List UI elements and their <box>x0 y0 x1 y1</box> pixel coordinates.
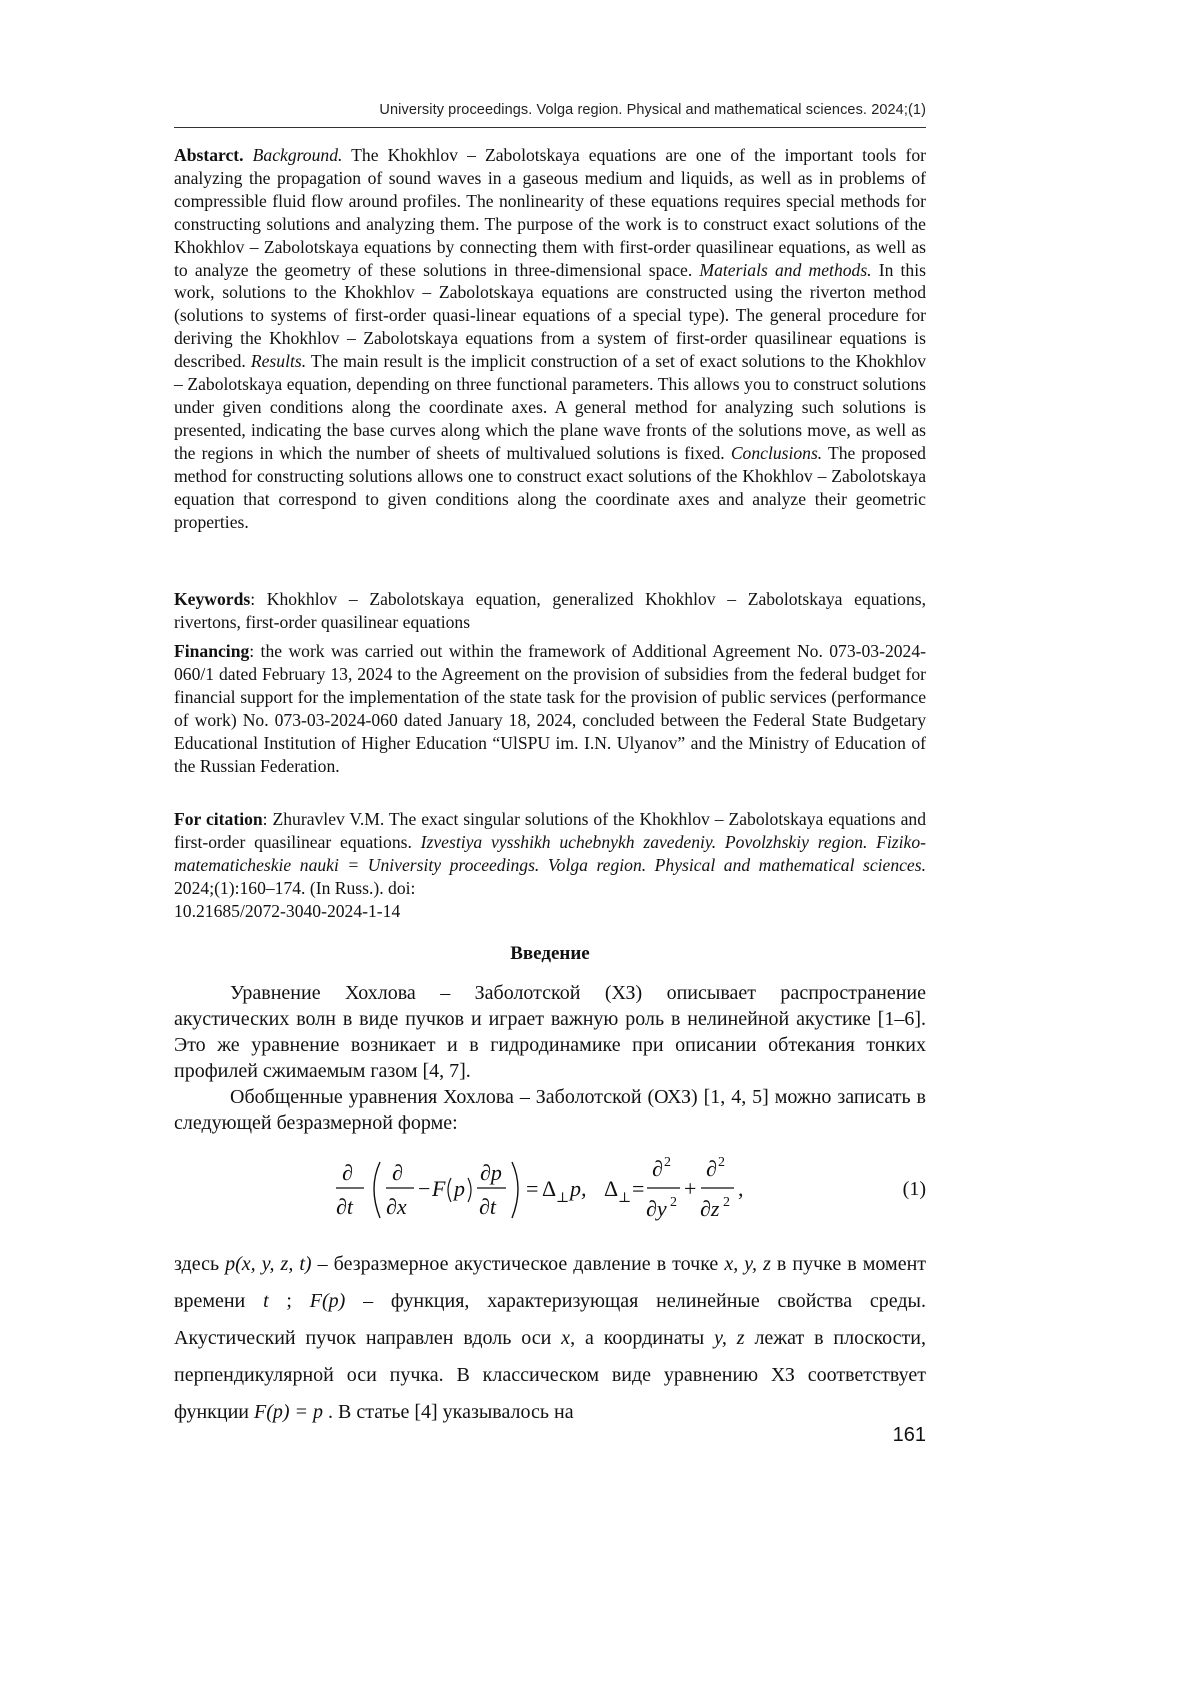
eq-delta: Δ <box>542 1176 557 1201</box>
math-t: t <box>263 1290 269 1312</box>
abstract <box>174 144 926 533</box>
intro-text-2: Обобщенные уравнения Хохлова – Заболотской (ОХЗ) [1, 4, 5] можно записать в следующей безразмерной форме: <box>174 1086 926 1134</box>
eq-d2-top: ∂ <box>652 1156 663 1181</box>
after-t8: . В статье [4] указывалось на <box>323 1401 574 1423</box>
financing <box>174 640 926 777</box>
citation-text: : Zhuravlev V.M. The exact singular solutions of the Khokhlov – Zabolotskaya equations and first-order quasilinear equations. <box>174 809 927 852</box>
citation <box>174 808 926 923</box>
equation-1 <box>174 1148 926 1238</box>
math-Fp-eq-p: F(p) = p <box>254 1401 324 1423</box>
eq-dz: ∂z <box>700 1196 720 1221</box>
results-text: The main result is the implicit construction of a set of exact solutions to the Khokhlov – Zabolotskaya equation, depending on three functional parameters. This allows you to construct solutions under given conditions along the coordinate axes. A general method for analyzing such solutions is presented, indicating the base curves along which the plane wave fronts of the solutions move, as well as the regions in which the number of sheets of multivalued solutions is fixed. <box>174 351 926 463</box>
conclusions-text: The proposed method for constructing solutions allows one to construct exact solutions of the Khokhlov – Zabolotskaya equation that correspond to given conditions along the coordinate axes and analyze their geometric properties. <box>174 442 926 532</box>
eq-d-top-2: ∂ <box>392 1160 403 1185</box>
eq-paren-r <box>468 1178 471 1202</box>
background-text: The Khokhlov – Zabolotskaya equations are one of the important tools for analyzing the propagation of sound waves in a gaseous medium and liquids, as well as in problems of compressible fluid flow around profiles. The nonlinearity of these equations requires special methods for constructing solutions and analyzing them. The purpose of the work is to construct exact solutions of the Khokhlov – Zabolotskaya equations by connecting them with first-order quasilinear equations, as well as to analyze the geometry of these solutions in three-dimensional space. <box>174 145 926 280</box>
citation-doi: 10.21685/2072-3040-2024-1-14 <box>174 900 401 921</box>
eq-minus: − <box>418 1176 431 1201</box>
eq-dt-1: ∂t <box>336 1194 353 1219</box>
keywords <box>174 588 926 634</box>
equation-svg <box>334 1148 764 1238</box>
eq-perp: ⊥ <box>556 1191 570 1206</box>
math-Fp: F(p) <box>309 1290 346 1312</box>
intro-paragraph-1 <box>174 980 926 1084</box>
intro-text-1: Уравнение Хохлова – Заболотской (ХЗ) описывает распространение акустических волн в виде пучков и играет важную роль в нелинейной акустике [1–6]. Это же уравнение возникает и в гидродинамике при описании обтекания тонких профилей сжимаемым газом [4, 7]. <box>174 982 926 1082</box>
after-t3: в пучке в момент времени <box>174 1253 927 1312</box>
eq-dy: ∂y <box>646 1196 667 1221</box>
citation-label: For citation <box>174 809 263 829</box>
math-yz: y, z <box>714 1327 745 1349</box>
eq-right-paren <box>512 1162 518 1218</box>
eq-equals: = <box>526 1176 539 1201</box>
background-label: Background. <box>252 145 343 165</box>
methods-text: In this work, solutions to the Khokhlov – Zabolotskaya equations are constructed using the riverton method (solutions to systems of first-order quasi-linear equations of a special type). The general procedure for deriving the Khokhlov – Zabolotskaya equations from a system of first-order quasilinear equations is described. <box>174 259 926 372</box>
after-t4: ; <box>268 1290 310 1312</box>
eq-sq-z: 2 <box>723 1195 730 1210</box>
financing-label: Financing <box>174 641 250 661</box>
keywords-label: Keywords <box>174 589 251 609</box>
eq-sq-top: 2 <box>664 1155 671 1170</box>
eq-equals-2: = <box>632 1176 645 1201</box>
after-t2: – безразмерное акустическое давление в точке <box>311 1253 725 1275</box>
after-t6: , а координаты <box>570 1327 715 1349</box>
eq-d2-top-2: ∂ <box>706 1156 717 1181</box>
eq-sq-top-2: 2 <box>718 1155 725 1170</box>
after-formula-paragraph <box>174 1246 926 1431</box>
eq-p-comma: p, <box>570 1176 587 1201</box>
eq-delta-2: Δ <box>604 1176 619 1201</box>
keywords-paragraph <box>174 588 926 634</box>
after-t7: лежат в плоскости, перпендикулярной оси пучка. В классическом виде уравнению ХЗ соответствует функции <box>174 1327 926 1423</box>
equation-number: (1) <box>902 1178 926 1200</box>
citation-paragraph <box>174 808 926 923</box>
eq-final-comma: , <box>738 1176 744 1201</box>
math-x: x <box>561 1327 571 1349</box>
results-label: Results. <box>250 351 307 372</box>
citation-issue: 2024;(1):160–174. (In Russ.). doi: <box>174 877 416 898</box>
eq-dt-2: ∂t <box>479 1194 496 1219</box>
page-number: 161 <box>892 1424 926 1446</box>
citation-journal: Izvestiya vysshikh uchebnykh zavedeniy. Povolzhskiy region. Fiziko-matematicheskie nauki = University proceedings. Volga region. Physical and mathematical sciences. <box>174 831 926 875</box>
financing-paragraph <box>174 640 926 777</box>
after-t1: здесь <box>174 1253 220 1275</box>
abstract-label: Abstarct. <box>174 145 244 165</box>
intro-paragraph-2 <box>174 1084 926 1136</box>
eq-paren-l <box>448 1178 451 1202</box>
eq-perp-2: ⊥ <box>618 1191 632 1206</box>
eq-plus: + <box>684 1176 697 1201</box>
math-p-xyzt: p(x, y, z, t) <box>225 1253 312 1275</box>
eq-F: F <box>432 1176 446 1201</box>
eq-sq-y: 2 <box>670 1195 677 1210</box>
methods-label: Materials and methods. <box>699 259 872 280</box>
eq-dp: ∂p <box>480 1160 502 1185</box>
keywords-text: : Khokhlov – Zabolotskaya equation, generalized Khokhlov – Zabolotskaya equations, rivertons, first-order quasilinear equations <box>174 589 926 632</box>
eq-d-top: ∂ <box>342 1160 353 1185</box>
section-title: Введение <box>510 943 590 964</box>
eq-dx: ∂x <box>386 1194 407 1219</box>
abstract-paragraph <box>174 144 926 533</box>
eq-p: p <box>454 1176 465 1201</box>
conclusions-label: Conclusions. <box>730 442 823 463</box>
running-header: University proceedings. Volga region. Physical and mathematical sciences. 2024;(1) <box>379 102 926 118</box>
eq-left-paren <box>374 1162 380 1218</box>
after-t5: – функция, характеризующая нелинейные свойства среды. Акустический пучок направлен вдоль оси <box>174 1290 926 1349</box>
financing-text: : the work was carried out within the framework of Additional Agreement No. 073-03-2024-060/1 dated February 13, 2024 to the Agreement on the provision of subsidies from the federal budget for financial support for the implementation of the state task for the provision of public services (performance of work) No. 073-03-2024-060 dated January 18, 2024, concluded between the Federal State Budgetary Educational Institution of Higher Education “UlSPU im. I.N. Ulyanov” and the Ministry of Education of the Russian Federation. <box>174 641 926 776</box>
header-rule <box>174 127 926 128</box>
after-formula-text <box>174 1246 926 1431</box>
math-xyz: x, y, z <box>724 1253 771 1275</box>
